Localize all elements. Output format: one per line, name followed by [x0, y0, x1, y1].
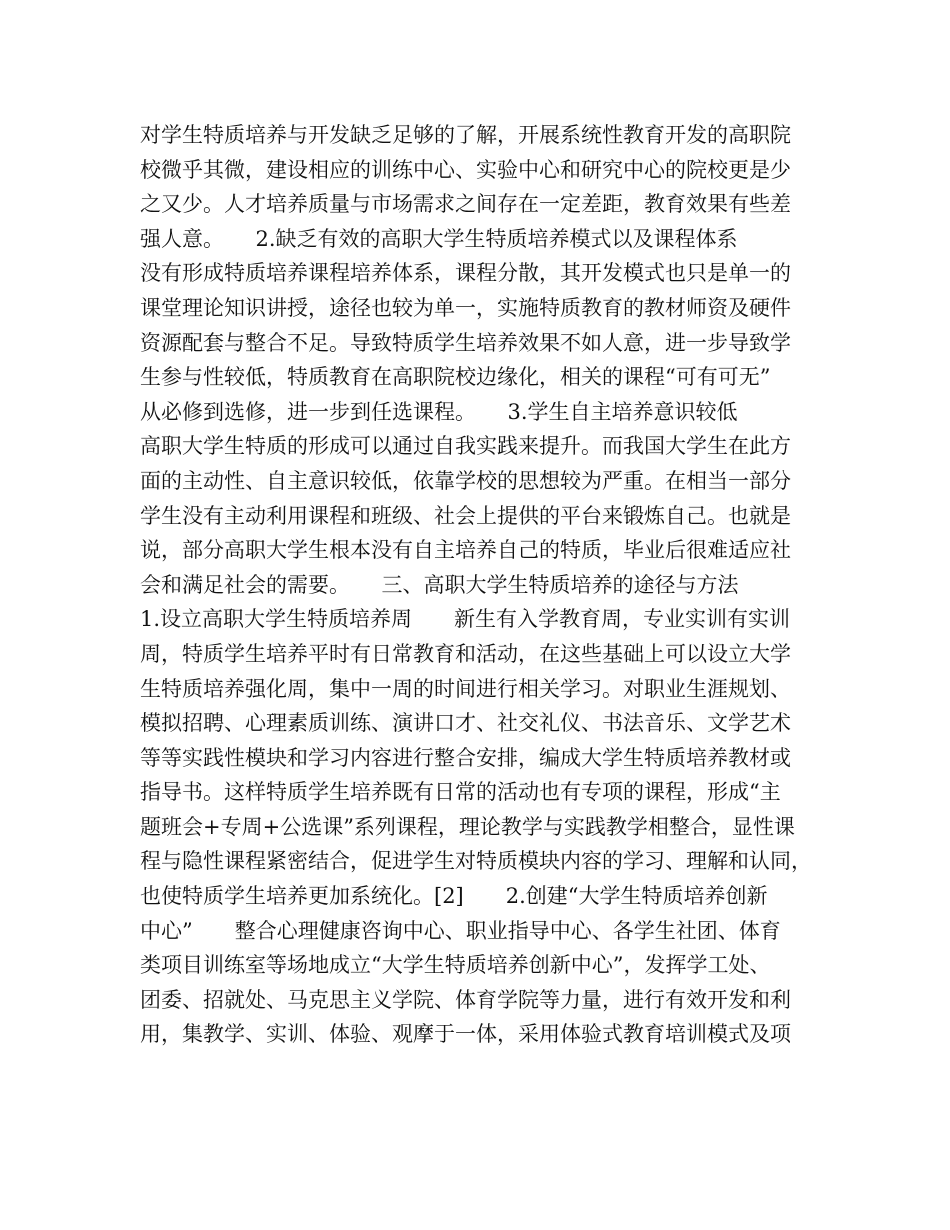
- text-line: 面的主动性、自主意识较低，依靠学校的思想较为严重。在相当一部分: [140, 468, 791, 493]
- text-line: 资源配套与整合不足。导致特质学生培养效果不如人意，进一步导致学: [140, 330, 791, 355]
- text-line: 用，集教学、实训、体验、观摩于一体，采用体验式教育培训模式及项: [140, 1022, 791, 1047]
- text-line: 生参与性较低，特质教育在高职院校边缘化，相关的课程“可有可无”: [140, 365, 771, 390]
- text-line: 校微乎其微，建设相应的训练中心、实验中心和研究中心的院校更是少: [140, 157, 791, 182]
- text-line: 程与隐性课程紧密结合，促进学生对特质模块内容的学习、理解和认同，: [140, 849, 812, 874]
- text-line: 中心” 整合心理健康咨询中心、职业指导中心、各学生社团、体育: [140, 918, 781, 943]
- text-line: 也使特质学生培养更加系统化。[2] 2.创建“大学生特质培养创新: [140, 884, 768, 909]
- text-line: 等等实践性模块和学习内容进行整合安排，编成大学生特质培养教材或: [140, 745, 791, 770]
- text-line: 1.设立高职大学生特质培养周 新生有入学教育周，专业实训有实训: [140, 607, 791, 632]
- body-text: [140, 118, 840, 1052]
- text-line: 类项目训练室等场地成立“大学生特质培养创新中心”，发挥学工处、: [140, 953, 771, 978]
- text-line: 之又少。人才培养质量与市场需求之间存在一定差距，教育效果有些差: [140, 192, 791, 217]
- text-line: 生特质培养强化周，集中一周的时间进行相关学习。对职业生涯规划、: [140, 676, 791, 701]
- text-line: 团委、招就处、马克思主义学院、体育学院等力量，进行有效开发和利: [140, 987, 791, 1012]
- text-line: 说，部分高职大学生根本没有自主培养自己的特质，毕业后很难适应社: [140, 538, 791, 563]
- text-line: 从必修到选修，进一步到任选课程。 3.学生自主培养意识较低: [140, 399, 738, 424]
- text-line: 没有形成特质培养课程培养体系，课程分散，其开发模式也只是单一的: [140, 261, 791, 286]
- text-line: 强人意。 2.缺乏有效的高职大学生特质培养模式以及课程体系: [140, 226, 738, 251]
- text-line: 学生没有主动利用课程和班级、社会上提供的平台来锻炼自己。也就是: [140, 503, 791, 528]
- text-line: 高职大学生特质的形成可以通过自我实践来提升。而我国大学生在此方: [140, 434, 791, 459]
- text-line: 指导书。这样特质学生培养既有日常的活动也有专项的课程，形成“主: [140, 780, 781, 805]
- text-line: 周，特质学生培养平时有日常教育和活动，在这些基础上可以设立大学: [140, 641, 791, 666]
- text-line: 模拟招聘、心理素质训练、演讲口才、社交礼仪、书法音乐、文学艺术: [140, 711, 791, 736]
- text-line: 对学生特质培养与开发缺乏足够的了解，开展系统性教育开发的高职院: [140, 123, 791, 147]
- text-line: 课堂理论知识讲授，途径也较为单一，实施特质教育的教材师资及硬件: [140, 295, 791, 320]
- text-line: 会和满足社会的需要。 三、高职大学生特质培养的途径与方法: [140, 572, 739, 597]
- text-line: 题班会+专周+公选课”系列课程，理论教学与实践教学相整合，显性课: [140, 814, 795, 839]
